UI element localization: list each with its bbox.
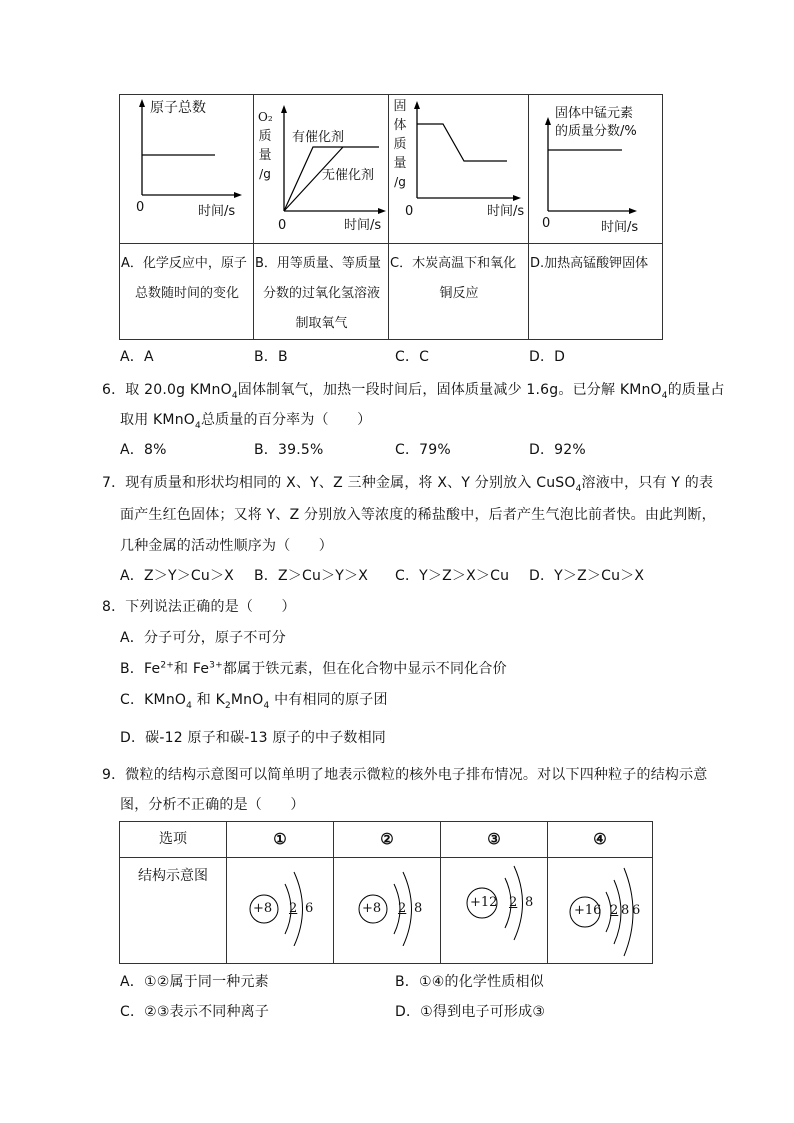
text: 和 Fe xyxy=(173,661,210,677)
subscript: 4 xyxy=(231,390,238,401)
subscript: 4 xyxy=(575,483,582,494)
shell-electrons: 8 xyxy=(525,895,534,910)
shell-electrons: 8 xyxy=(621,903,630,918)
text: 都属于铁元素，但在化合物中显示不同化合价 xyxy=(222,661,507,677)
table-col-particle-1 xyxy=(227,822,334,963)
q6-stem-line1 xyxy=(102,380,725,400)
particle-4-diagram xyxy=(548,858,652,963)
graph-cell-a xyxy=(120,95,254,339)
y-label-line: 固体中锰元素 xyxy=(555,106,634,121)
q8-option-a[interactable]: A．分子可分，原子不可分 xyxy=(120,630,286,646)
q5-option-a[interactable]: A．A xyxy=(120,349,154,365)
q7-stem-line2: 面产生红色固体；又将 Y、Z 分别放入等浓度的稀盐酸中，后者产生气泡比前者快。由此判断， xyxy=(120,507,716,523)
caption-line: 铜反应 xyxy=(439,286,479,301)
q9-stem-line2: 图，分析不正确的是（ ） xyxy=(120,797,305,813)
particle-3-id: ③ xyxy=(441,822,547,858)
q7-stem-line1 xyxy=(102,473,713,493)
graph-b-origin: 0 xyxy=(278,218,287,233)
graph-a-caption xyxy=(120,249,253,309)
y-label-char: 质 xyxy=(258,129,272,144)
q8-option-d[interactable]: D．碳-12 原子和碳-13 原子的中子数相同 xyxy=(120,730,387,746)
graph-c-origin: 0 xyxy=(405,204,414,219)
table-col-label xyxy=(120,822,227,963)
nucleus-charge: +12 xyxy=(470,895,498,910)
shell-electrons: 6 xyxy=(632,903,641,918)
q6-option-c[interactable]: C．79% xyxy=(395,442,451,458)
y-label-char: O₂ xyxy=(258,110,273,124)
q7-option-b[interactable]: B．Z＞Cu＞Y＞X xyxy=(254,568,368,584)
graph-cell-b xyxy=(254,95,389,339)
text: 取用 KMnO xyxy=(120,412,196,428)
subscript: 2 xyxy=(224,700,231,711)
q8-option-b[interactable] xyxy=(120,659,507,679)
caption-line: 总数随时间的变化 xyxy=(134,286,239,301)
q9-stem-line1: 9．微粒的结构示意图可以简单明了地表示微粒的核外电子排布情况。对以下四种粒子的结构示意 xyxy=(102,767,708,783)
caption-line: A．化学反应中，原子 xyxy=(121,256,247,271)
text: 7．现有质量和形状均相同的 X、Y、Z 三种金属，将 X、Y 分别放入 CuSO xyxy=(102,475,576,491)
q9-option-b[interactable]: B．①④的化学性质相似 xyxy=(395,974,544,990)
q5-option-b[interactable]: B．B xyxy=(254,349,288,365)
q5-option-d[interactable]: D．D xyxy=(529,349,566,365)
subscript: 4 xyxy=(661,390,668,401)
graph-a-origin: 0 xyxy=(136,200,145,215)
superscript: 2+ xyxy=(160,660,174,671)
text: 总质量的百分率为（ ） xyxy=(200,412,372,428)
q7-stem-line3: 几种金属的活动性顺序为（ ） xyxy=(120,538,333,554)
table-cell-row-label xyxy=(120,858,226,963)
text: C．KMnO xyxy=(120,692,187,708)
particle-1-diagram xyxy=(227,858,333,963)
graph-d-y-label xyxy=(555,105,637,141)
series-label-without-catalyst: 无催化剂 xyxy=(322,168,375,183)
row-label: 结构示意图 xyxy=(138,868,208,884)
subscript: 4 xyxy=(186,700,193,711)
subscript: 4 xyxy=(195,420,201,431)
subscript: 4 xyxy=(263,700,270,711)
series-label-with-catalyst: 有催化剂 xyxy=(292,130,345,145)
particle-3-diagram xyxy=(441,858,547,963)
graph-d-origin: 0 xyxy=(542,216,551,231)
text: 固体制氧气，加热一段时间后，固体质量减少 1.6g。已分解 KMnO xyxy=(237,382,662,398)
q9-option-c[interactable]: C．②③表示不同种离子 xyxy=(120,1004,270,1020)
q6-stem-line2 xyxy=(120,410,371,430)
graph-b-x-label: 时间/s xyxy=(344,218,382,233)
graph-a-y-label: 原子总数 xyxy=(150,100,206,116)
graph-c-caption xyxy=(389,249,528,309)
shell-electrons: 2 xyxy=(610,903,619,918)
y-label-char: 量 xyxy=(393,156,407,171)
caption-line: 分数的过氧化氢溶液 xyxy=(262,286,380,301)
q8-option-c[interactable] xyxy=(120,690,388,710)
q7-option-c[interactable]: C．Y＞Z＞X＞Cu xyxy=(395,568,510,584)
q6-option-b[interactable]: B．39.5% xyxy=(254,442,324,458)
table-col-particle-3 xyxy=(441,822,548,963)
text: 溶液中，只有 Y 的表 xyxy=(581,475,714,491)
graph-d-x-label: 时间/s xyxy=(601,220,639,235)
q7-option-d[interactable]: D．Y＞Z＞Cu＞X xyxy=(529,568,645,584)
text: 和 K xyxy=(192,692,225,708)
graph-d-caption xyxy=(529,249,662,279)
graph-c-plot xyxy=(389,95,529,243)
superscript: 3+ xyxy=(209,660,223,671)
text: 6．取 20.0g KMnO xyxy=(102,382,232,398)
graph-a-plot xyxy=(120,95,254,243)
q9-structure-table xyxy=(119,821,653,964)
table-col-particle-4 xyxy=(548,822,652,963)
graph-a-x-label: 时间/s xyxy=(198,204,236,219)
q8-stem: 8．下列说法正确的是（ ） xyxy=(102,599,296,615)
text: 中有相同的原子团 xyxy=(269,692,388,708)
q6-option-a[interactable]: A．8% xyxy=(120,442,167,458)
q9-option-d[interactable]: D．①得到电子可形成③ xyxy=(395,1004,546,1020)
particle-2-diagram xyxy=(334,858,440,963)
y-label-char: 体 xyxy=(393,118,407,133)
text: MnO xyxy=(230,692,264,708)
shell-electrons: 2 xyxy=(398,901,407,916)
y-label-char: 固 xyxy=(393,99,407,114)
shell-electrons: 6 xyxy=(305,901,314,916)
q5-graph-table xyxy=(119,94,663,340)
shell-electrons: 2 xyxy=(289,901,298,916)
caption-line: C．木炭高温下和氧化 xyxy=(390,256,517,271)
shell-electrons: 2 xyxy=(509,895,518,910)
y-label-char: /g xyxy=(259,167,271,181)
graph-c-x-label: 时间/s xyxy=(487,204,525,219)
graph-cell-c xyxy=(389,95,529,339)
text: B．Fe xyxy=(120,661,161,677)
y-label-char: 质 xyxy=(393,137,407,152)
q7-option-a[interactable]: A．Z＞Y＞Cu＞X xyxy=(120,568,234,584)
y-label-line: 的质量分数/% xyxy=(555,124,637,139)
q5-option-c[interactable]: C．C xyxy=(395,349,430,365)
particle-4-id: ④ xyxy=(548,822,652,858)
table-col-particle-2 xyxy=(334,822,441,963)
graph-b-caption xyxy=(254,249,388,339)
particle-2-id: ② xyxy=(334,822,440,858)
graph-c-y-label xyxy=(393,97,409,192)
shell-electrons: 8 xyxy=(414,901,423,916)
nucleus-charge: +8 xyxy=(362,901,382,916)
particle-1-id: ① xyxy=(227,822,333,858)
text: 的质量占 xyxy=(667,382,725,398)
y-label-char: /g xyxy=(394,175,406,189)
table-header-option: 选项 xyxy=(120,822,226,858)
nucleus-charge: +8 xyxy=(253,901,273,916)
q9-option-a[interactable]: A．①②属于同一种元素 xyxy=(120,974,269,990)
q6-option-d[interactable]: D．92% xyxy=(529,442,586,458)
caption-line: B．用等质量、等质量 xyxy=(255,256,381,271)
caption-line: D.加热高锰酸钾固体 xyxy=(530,256,649,271)
caption-line: 制取氧气 xyxy=(295,316,348,331)
graph-b-y-label xyxy=(258,108,278,184)
y-label-char: 量 xyxy=(258,148,272,163)
nucleus-charge: +16 xyxy=(574,903,602,918)
graph-cell-d xyxy=(529,95,662,339)
